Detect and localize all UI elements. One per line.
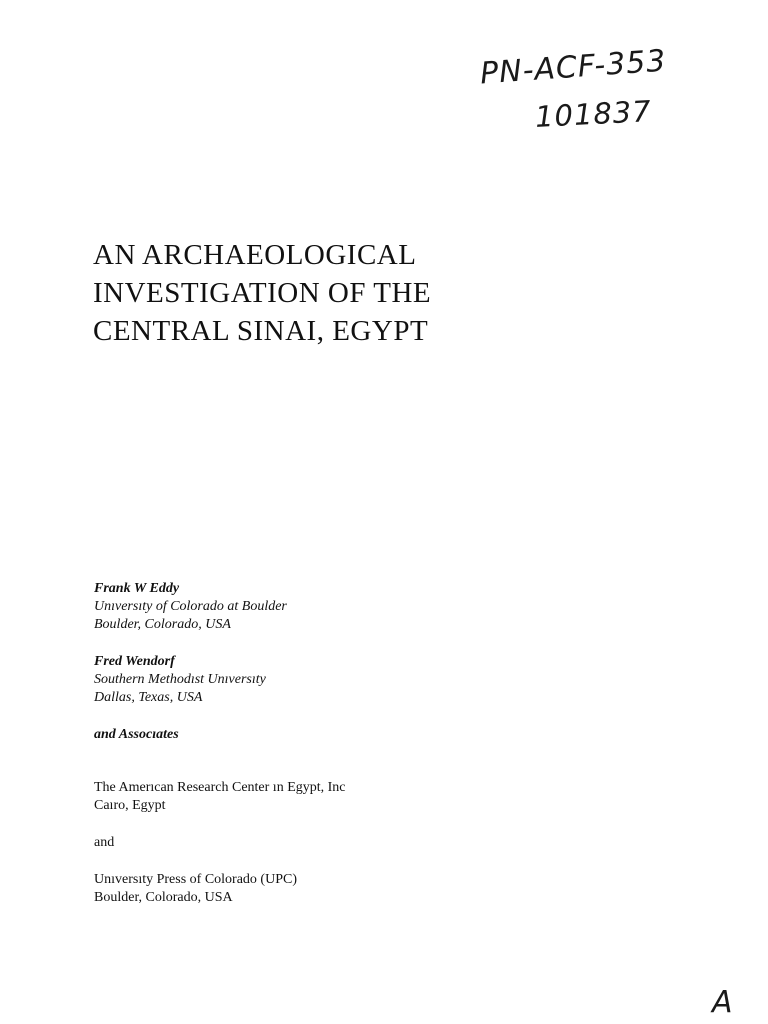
handwritten-accession-number: 101837 [534, 93, 653, 135]
author-name: Fred Wendorf [94, 654, 175, 669]
publisher-conjunction [94, 834, 346, 852]
handwritten-corner-mark: A [712, 985, 733, 1020]
publisher-name: The Amerıcan Research Center ın Egypt, Inc [94, 780, 346, 795]
publisher-location: Boulder, Colorado, USA [94, 890, 233, 905]
title-line: AN ARCHAEOLOGICAL [93, 239, 417, 271]
book-title [93, 236, 431, 350]
authors-section [94, 580, 287, 744]
author-affiliation: Unıversıty of Colorado at Boulder [94, 599, 287, 614]
conjunction-text: and [94, 835, 115, 850]
publisher-block [94, 871, 346, 907]
author-block [94, 653, 287, 707]
publisher-name: Unıversıty Press of Colorado (UPC) [94, 872, 297, 887]
associates-label: and Assocıates [94, 727, 179, 742]
publishers-section [94, 779, 346, 926]
title-line: CENTRAL SINAI, EGYPT [93, 315, 429, 347]
publisher-location: Caıro, Egypt [94, 798, 166, 813]
author-location: Dallas, Texas, USA [94, 690, 203, 705]
author-location: Boulder, Colorado, USA [94, 617, 231, 632]
author-block [94, 580, 287, 634]
author-name: Frank W Eddy [94, 581, 180, 596]
title-line: INVESTIGATION OF THE [93, 277, 432, 309]
author-affiliation: Southern Methodıst Unıversıty [94, 672, 266, 687]
publisher-block [94, 779, 346, 815]
handwritten-accession-code: PN-ACF-353 [479, 43, 668, 92]
